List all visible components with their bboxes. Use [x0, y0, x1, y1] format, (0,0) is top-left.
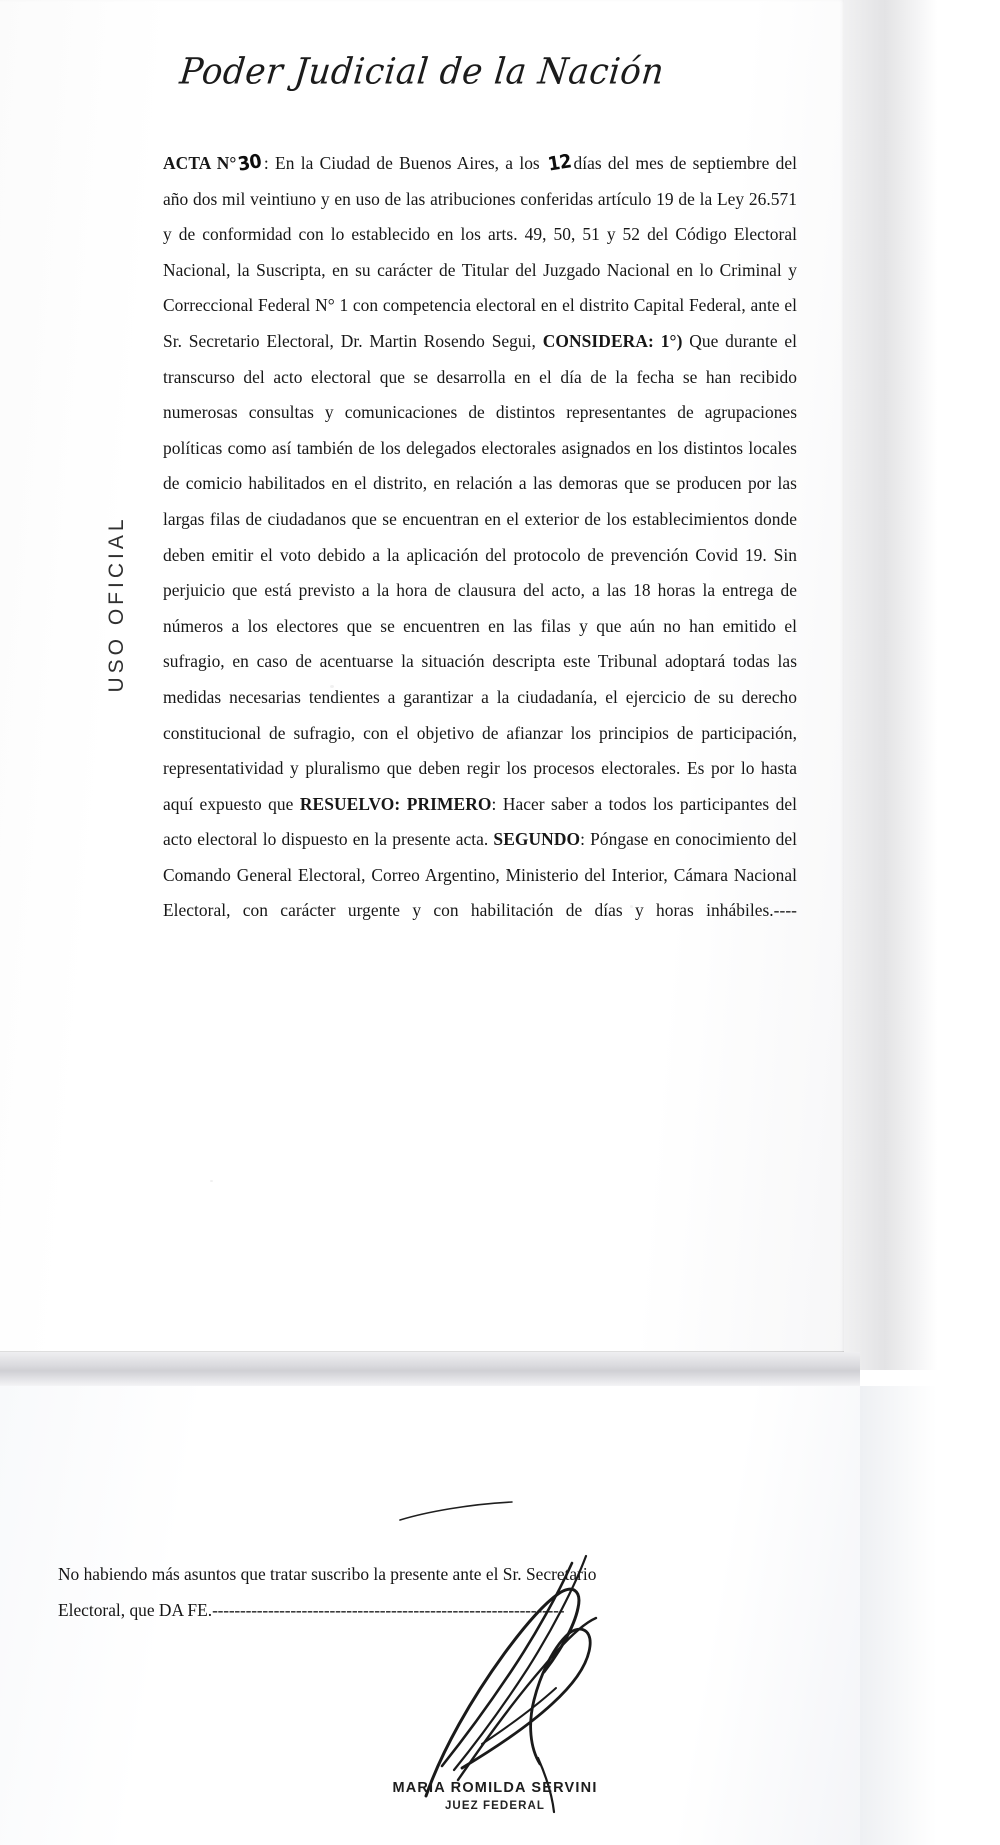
act-body-text	[163, 146, 797, 929]
scan-speck	[210, 1180, 213, 1182]
body-line-7c: Que durante el transcurso del acto	[163, 330, 797, 387]
act-number-handwritten: 30	[236, 150, 264, 176]
closing-dash-fill: ---------------------------------------------------------------	[212, 1600, 565, 1620]
body-line-23c: : Póngase en conocimiento del Comando General	[163, 829, 797, 885]
closing-paragraph	[58, 1556, 686, 1628]
body-line-25: Electoral, con carácter urgente y con habilitación de días y horas inhábiles.----	[163, 900, 797, 921]
body-line-10: políticas como así también de los delegados electorales asignados en los	[163, 437, 679, 458]
signature-name: MARIA ROMILDA SERVINI	[392, 1780, 598, 1796]
body-line-15: previsto a la hora de clausura del acto, a las 18 horas la entrega de números a	[163, 580, 798, 636]
day-handwritten: 12	[546, 150, 573, 176]
closing-line-1: No habiendo más asuntos que tratar suscribo la presente ante el Sr. Secretario	[58, 1564, 597, 1584]
letterhead-title: Poder Judicial de la Nación	[177, 50, 667, 94]
body-line-24: Electoral, Correo Argentino, Ministerio del Interior, Cámara Nacional	[298, 864, 797, 885]
body-line-11: distintos locales de comicio habilitados en el distrito, en relación a las demoras	[163, 437, 797, 494]
body-line-21c: :	[491, 793, 497, 814]
body-line-17: en caso de acentuarse la situación descripta este Tribunal adoptará todas las	[232, 651, 797, 672]
body-line-4: del Código Electoral Nacional, la Suscripta, en su carácter de Titular del	[163, 224, 798, 280]
body-line-14: aplicación del protocolo de prevención Covid 19. Sin perjuicio que está	[163, 544, 797, 601]
closing-line-2-text: Electoral, que DA FE.	[58, 1600, 213, 1620]
resuelvo-primero-heading: RESUELVO: PRIMERO	[299, 793, 492, 814]
page-right-shadow	[844, 0, 1000, 1370]
body-line-16: los electores que se encuentren en las filas y que aún no han emitido el sufragio,	[163, 615, 797, 672]
body-line-13: exterior de los establecimientos donde deben emitir el voto debido a la	[163, 508, 797, 565]
body-line-1a: : En la Ciudad de Buenos Aires, a los	[263, 153, 540, 173]
body-line-22: Hacer saber a todos los participantes del acto electoral lo dispuesto en la	[163, 793, 798, 850]
act-number-label: ACTA N°	[163, 153, 237, 173]
body-line-12: que se producen por las largas filas de ciudadanos que se encuentran en el	[163, 473, 797, 529]
considera-heading: CONSIDERA: 1°)	[542, 330, 683, 351]
closing-line-2	[58, 1592, 686, 1628]
body-line-7a: Martin Rosendo Segui,	[369, 330, 536, 351]
body-line-21a: electorales. Es por lo hasta aquí expuesto que	[163, 758, 797, 814]
body-line-9: consultas y comunicaciones de distintos representantes de agrupaciones	[248, 402, 798, 423]
body-line-6: electoral en el distrito Capital Federal, ante el Sr. Secretario Electoral, Dr.	[163, 295, 797, 351]
body-line-19: derecho constitucional de sufragio, con el objetivo de afianzar los principios de	[163, 686, 797, 743]
body-line-1b: días del mes de septiembre	[573, 153, 770, 173]
body-line-8: electoral que se desarrolla en el día de la fecha se han recibido numerosas	[163, 366, 798, 423]
body-line-23a: presente acta.	[392, 829, 489, 850]
body-line-2: del año dos mil veintiuno y en uso de las atribuciones conferidas artículo 19 de	[163, 153, 798, 209]
signature-title: JUEZ FEDERAL	[444, 1800, 546, 1812]
page-fold-gap	[0, 1352, 860, 1386]
body-line-3: la Ley 26.571 y de conformidad con lo establecido en los arts. 49, 50, 51 y 52	[163, 188, 797, 245]
body-line-5: Juzgado Nacional en lo Criminal y Correccional Federal N° 1 con competencia	[163, 259, 797, 316]
margin-stamp-uso-oficial: USO OFICIAL	[105, 515, 128, 693]
body-line-20: participación, representatividad y pluralismo que deben regir los procesos	[163, 722, 797, 779]
segundo-heading: SEGUNDO	[493, 829, 581, 850]
page-right-shadow-lower	[860, 1386, 1000, 1845]
body-line-18: medidas necesarias tendientes a garantizar a la ciudadanía, el ejercicio de su	[163, 686, 734, 707]
